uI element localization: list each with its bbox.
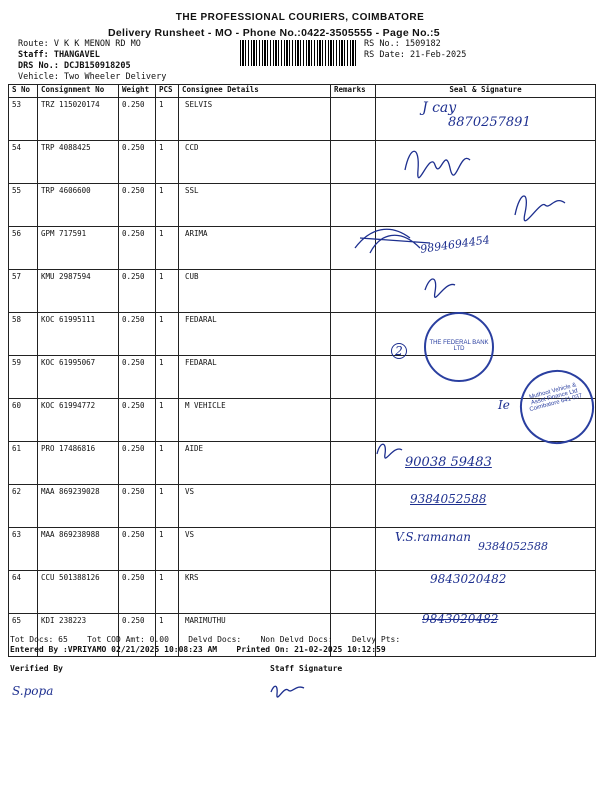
phone-56: 9894694454 (419, 233, 491, 256)
signature-53: J cay (422, 100, 457, 116)
delvd-docs: Delvd Docs: (188, 635, 242, 644)
cell-consignee: AIDE (179, 442, 331, 485)
phone-64b: 9843020482 (430, 572, 507, 586)
col-consignee: Consignee Details (179, 85, 331, 98)
phone-62: 90038 59483 (405, 455, 492, 470)
staff-text: Staff: THANGAVEL (18, 50, 100, 60)
cell-pcs: 1 (156, 141, 179, 184)
phone-65: 9843020482 (422, 612, 499, 626)
muthoot-stamp: Muthoot Vehicle & Asset Finance Ltd Coimbatore 641 037 (512, 362, 600, 453)
signature-64: V.S.ramanan (395, 530, 472, 544)
col-consignment: Consignment No (38, 85, 119, 98)
printed-on: Printed On: 21-02-2025 10:12:59 (236, 645, 386, 654)
cell-remarks (331, 98, 376, 141)
cell-remarks (331, 270, 376, 313)
staff-signature-label: Staff Signature (270, 664, 343, 673)
cell-pcs: 1 (156, 313, 179, 356)
cell-weight: 0.250 (119, 270, 156, 313)
cell-weight: 0.250 (119, 528, 156, 571)
cell-sno: 59 (9, 356, 38, 399)
vehicle-text: Vehicle: Two Wheeler Delivery (18, 72, 167, 82)
cell-consignee: ARIMA (179, 227, 331, 270)
cell-consignment: PRO 17486816 (38, 442, 119, 485)
cell-sno: 62 (9, 485, 38, 528)
cell-sno: 65 (9, 614, 38, 657)
table-row (9, 442, 596, 485)
cell-remarks (331, 399, 376, 442)
cell-consignment: TRZ 115020174 (38, 98, 119, 141)
cell-pcs: 1 (156, 399, 179, 442)
cell-consignment: TRP 4606600 (38, 184, 119, 227)
cell-weight: 0.250 (119, 141, 156, 184)
cell-pcs: 1 (156, 571, 179, 614)
phone-62b: 9384052588 (410, 492, 487, 506)
signature-57 (420, 270, 460, 300)
rs-no: RS No.: 1509182 (364, 39, 441, 49)
barcode (240, 40, 356, 66)
table-row (9, 141, 596, 184)
cell-consignee: MARIMUTHU (179, 614, 331, 657)
route-text: Route: V K K MENON RD MO (18, 39, 141, 49)
cell-consignment: KOC 61994772 (38, 399, 119, 442)
cell-pcs: 1 (156, 98, 179, 141)
header-right (364, 39, 466, 61)
cell-sno: 57 (9, 270, 38, 313)
drs-text: DRS No.: DCJB150918205 (18, 61, 131, 71)
runsheet-table (8, 84, 596, 657)
col-seal: Seal & Signature (376, 85, 596, 98)
delvy-pts: Delvy Pts: (351, 635, 401, 644)
cell-consignee: SELVIS (179, 98, 331, 141)
signature-54 (400, 140, 480, 185)
cell-pcs: 1 (156, 356, 179, 399)
verified-by-label: Verified By (10, 664, 63, 673)
table-row (9, 270, 596, 313)
cell-sno: 55 (9, 184, 38, 227)
cell-weight: 0.250 (119, 356, 156, 399)
cell-remarks (331, 485, 376, 528)
cell-consignee: VS (179, 528, 331, 571)
cell-pcs: 1 (156, 184, 179, 227)
cell-consignment: CCU 501388126 (38, 571, 119, 614)
cell-remarks (331, 442, 376, 485)
cell-pcs: 1 (156, 442, 179, 485)
cell-weight: 0.250 (119, 442, 156, 485)
cell-consignment: TRP 4088425 (38, 141, 119, 184)
cell-weight: 0.250 (119, 399, 156, 442)
footer-entered (10, 645, 386, 654)
staff-signature (268, 680, 308, 700)
cell-pcs: 1 (156, 528, 179, 571)
company-title: THE PROFESSIONAL COURIERS, COIMBATORE (175, 12, 425, 23)
table-row (9, 313, 596, 356)
cell-remarks (331, 141, 376, 184)
cell-weight: 0.250 (119, 98, 156, 141)
entered-by: Entered By :VPRIYAMO 02/21/2025 10:08:23 AM (10, 645, 218, 654)
cell-pcs: 1 (156, 614, 179, 657)
cell-consignment: MAA 869239028 (38, 485, 119, 528)
cell-consignment: KOC 61995111 (38, 313, 119, 356)
federal-bank-stamp: THE FEDERAL BANK LTD (424, 312, 494, 382)
cell-remarks (331, 313, 376, 356)
cell-consignment: GPM 717591 (38, 227, 119, 270)
cell-consignee: KRS (179, 571, 331, 614)
header-left (18, 39, 166, 83)
cell-remarks (331, 356, 376, 399)
cell-sno: 53 (9, 98, 38, 141)
table-row (9, 227, 596, 270)
cell-consignee: VS (179, 485, 331, 528)
cell-consignee: CCD (179, 141, 331, 184)
col-sno: S No (9, 85, 38, 98)
cell-consignee: FEDARAL (179, 313, 331, 356)
cell-weight: 0.250 (119, 614, 156, 657)
cell-consignment: KMU 2987594 (38, 270, 119, 313)
cell-consignee: SSL (179, 184, 331, 227)
cell-consignee: M VEHICLE (179, 399, 331, 442)
rs-date: RS Date: 21-Feb-2025 (364, 50, 467, 60)
cell-consignee: CUB (179, 270, 331, 313)
cell-sno: 54 (9, 141, 38, 184)
table-row (9, 485, 596, 528)
verified-signature: S.popa (12, 684, 54, 698)
non-delvd-docs: Non Delvd Docs: (260, 635, 333, 644)
cell-sno: 63 (9, 528, 38, 571)
cell-sno: 64 (9, 571, 38, 614)
tot-cod: Tot COD Amt: 0.00 (87, 635, 169, 644)
runsheet-subtitle: Delivery Runsheet - MO - Phone No.:0422-3505555 - Page No.:5 (108, 27, 440, 39)
cell-consignment: KOC 61995067 (38, 356, 119, 399)
tot-docs: Tot Docs: 65 (10, 635, 68, 644)
cell-pcs: 1 (156, 270, 179, 313)
phone-64a: 9384052588 (478, 540, 548, 553)
col-pcs: PCS (156, 85, 179, 98)
table-header-row (9, 85, 596, 98)
cell-consignment: MAA 869238988 (38, 528, 119, 571)
col-remarks: Remarks (331, 85, 376, 98)
cell-remarks (331, 528, 376, 571)
footer-totals (10, 635, 400, 644)
cell-weight: 0.250 (119, 313, 156, 356)
cell-sno: 60 (9, 399, 38, 442)
col-weight: Weight (119, 85, 156, 98)
cell-pcs: 1 (156, 485, 179, 528)
cell-consignment: KDI 238223 (38, 614, 119, 657)
signature-55 (505, 185, 575, 225)
cell-weight: 0.250 (119, 227, 156, 270)
cell-pcs: 1 (156, 227, 179, 270)
cell-sno: 58 (9, 313, 38, 356)
cell-sno: 56 (9, 227, 38, 270)
cell-consignee: FEDARAL (179, 356, 331, 399)
table-row (9, 356, 596, 399)
table-row (9, 571, 596, 614)
cell-weight: 0.250 (119, 485, 156, 528)
cell-seal (376, 270, 596, 313)
initials-60: Ie (498, 398, 510, 412)
cell-sno: 61 (9, 442, 38, 485)
cell-remarks (331, 571, 376, 614)
phone-53: 8870257891 (448, 115, 531, 130)
cell-seal (376, 485, 596, 528)
cell-weight: 0.250 (119, 571, 156, 614)
circle-mark: 2 (391, 343, 407, 359)
cell-weight: 0.250 (119, 184, 156, 227)
